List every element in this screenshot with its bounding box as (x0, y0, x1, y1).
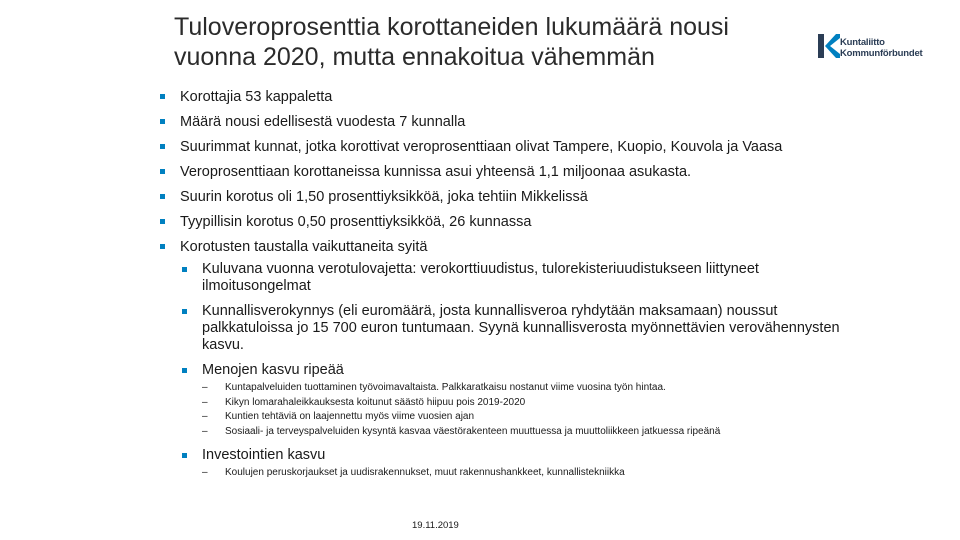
sub-bullet-item (182, 261, 862, 295)
dash-marker: – (202, 467, 208, 478)
detail-text: Kikyn lomarahaleikkauksesta koitunut säästö hiipuu pois 2019-2020 (225, 396, 526, 408)
bullet-square-icon (160, 194, 165, 199)
bullet-item (160, 213, 940, 231)
bullet-square-icon (160, 119, 165, 124)
bullet-text: Suurin korotus oli 1,50 prosenttiyksikköä, joka tehtiin Mikkelissä (180, 189, 588, 205)
dash-marker: – (202, 425, 208, 437)
bullet-square-icon (182, 309, 187, 314)
bullet-item (160, 163, 940, 181)
bullet-square-icon (160, 244, 165, 249)
bullet-text: Veroprosenttiaan korottaneissa kunnissa asui yhteensä 1,1 miljoonaa asukasta. (180, 164, 692, 180)
bullet-square-icon (160, 94, 165, 99)
logo-text (840, 37, 923, 59)
logo-line-1: Kuntaliitto (840, 37, 885, 48)
detail-item (202, 381, 862, 396)
sub-bullet-item (182, 362, 862, 439)
sub-bullet-text: Kunnallisverokynnys (eli euromäärä, josta kunnallisveroa ryhdytään maksamaan) noussut palkkatuloissa jo 15 700 euron tuntumaan. Syynä kunnallisverosta myönnettävien verovähennysten kasvu. (202, 303, 840, 353)
bullet-text: Tyypillisin korotus 0,50 prosenttiyksikköä, 26 kunnassa (180, 214, 532, 230)
sub-bullet-text: Investointien kasvu (202, 447, 326, 463)
detail-item (202, 425, 862, 440)
detail-text: Kuntapalveluiden tuottaminen työvoimavaltaista. Palkkaratkaisu nostanut viime vuosina työn hintaa. (225, 382, 666, 393)
bullet-item (160, 238, 940, 481)
kuntaliitto-logo (816, 32, 936, 62)
sub-bullet-text: Kuluvana vuonna verotulovajetta: verokorttiuudistus, tulorekisteriuudistukseen liittyneet ilmoitusongelmat (202, 261, 759, 294)
bullet-item (160, 188, 940, 206)
menojen-detail-list (202, 381, 862, 439)
kuntaliitto-k-icon (816, 32, 840, 60)
detail-item (202, 410, 862, 425)
bullet-text: Suurimmat kunnat, jotka korottivat veroprosenttiaan olivat Tampere, Kuopio, Kouvola ja Vaasa (180, 139, 783, 155)
bullet-square-icon (182, 453, 187, 458)
dash-marker: – (202, 411, 208, 422)
bullet-square-icon (182, 267, 187, 272)
detail-text: Koulujen peruskorjaukset ja uudisrakennukset, muut rakennushankkeet, kunnallistekniikka (225, 467, 625, 478)
logo-line-2: Kommunförbundet (840, 48, 923, 59)
bullet-item (160, 113, 940, 131)
detail-item (202, 466, 862, 481)
footer-date: 19.11.2019 (412, 520, 459, 531)
title-line-1: Tuloveroprosenttia korottaneiden lukumäärä nousi (174, 13, 729, 41)
bullet-square-icon (160, 219, 165, 224)
sub-bullet-list (182, 261, 940, 481)
sub-bullet-item (182, 447, 862, 481)
bullet-text: Korottajia 53 kappaletta (180, 89, 333, 105)
dash-marker: – (202, 382, 208, 393)
slide-title (174, 12, 834, 72)
bullet-text: Korotusten taustalla vaikuttaneita syitä (180, 239, 428, 255)
bullet-item (160, 88, 940, 106)
sub-bullet-item (182, 303, 862, 354)
detail-text: Sosiaali- ja terveyspalveluiden kysyntä kasvaa väestörakenteen muuttuessa ja muuttoliikkeen jatkuessa ripeänä (225, 425, 721, 437)
title-line-2: vuonna 2020, mutta ennakoitua vähemmän (174, 43, 655, 71)
investointien-detail-list (202, 466, 862, 481)
dash-marker: – (202, 396, 208, 408)
bullet-square-icon (182, 368, 187, 373)
sub-bullet-text: Menojen kasvu ripeää (202, 362, 344, 378)
bullet-list (160, 88, 940, 489)
bullet-square-icon (160, 144, 165, 149)
detail-text: Kuntien tehtäviä on laajennettu myös viime vuosien ajan (225, 411, 475, 422)
bullet-text: Määrä nousi edellisestä vuodesta 7 kunnalla (180, 114, 466, 130)
detail-item (202, 396, 862, 411)
bullet-square-icon (160, 169, 165, 174)
bullet-item (160, 138, 940, 156)
